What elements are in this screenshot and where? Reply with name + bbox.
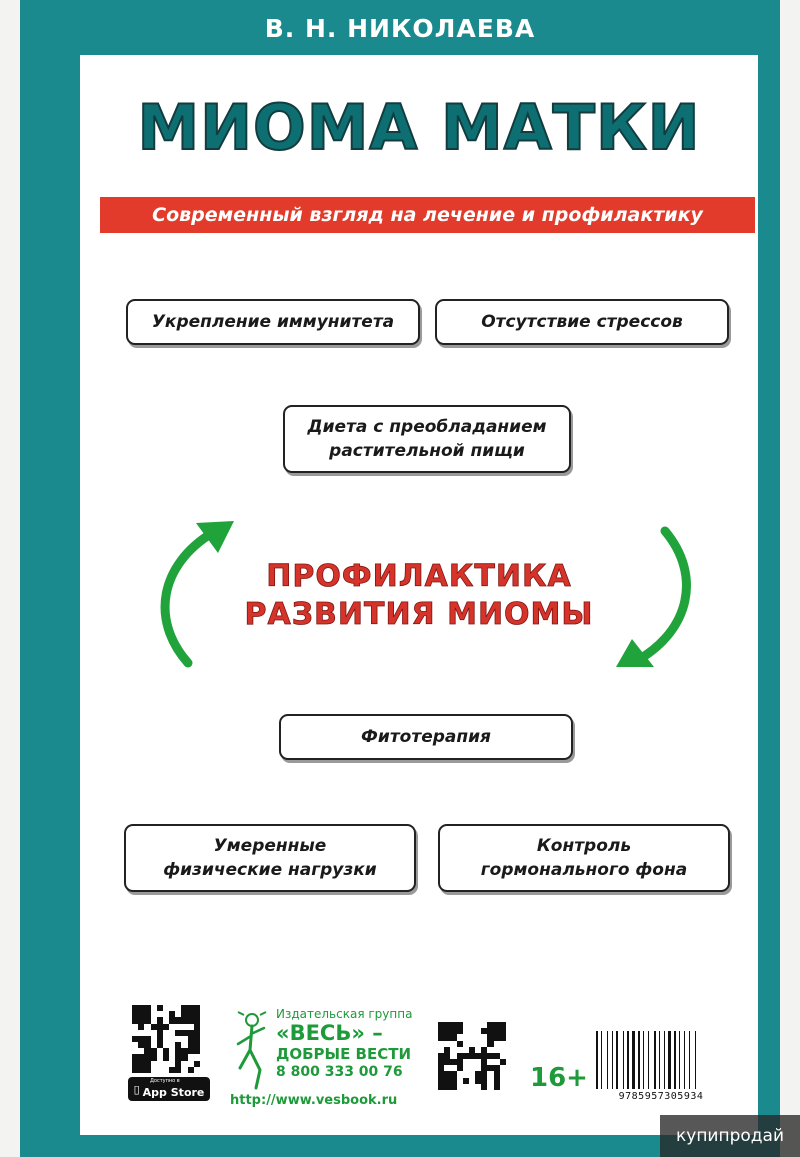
box-hormones — [438, 824, 730, 892]
arrow-up-left-head — [196, 521, 234, 553]
box-diet-line2: растительной пищи — [329, 441, 525, 461]
box-phytotherapy — [279, 714, 573, 760]
barcode — [596, 1031, 726, 1089]
box-no-stress — [435, 299, 729, 345]
subtitle-banner: Современный взгляд на лечение и профилактику — [100, 197, 755, 233]
box-no-stress-text: Отсутствие стрессов — [481, 312, 683, 332]
center-heading — [80, 558, 758, 634]
box-phytotherapy-text: Фитотерапия — [361, 727, 491, 747]
age-rating: 16+ — [530, 1063, 588, 1093]
publisher-phone: 8 800 333 00 76 — [276, 1064, 403, 1080]
app-store-small-text: Доступно в — [150, 1078, 180, 1084]
publisher-group: Издательская группа — [276, 1007, 413, 1021]
qr-code-app — [132, 1005, 200, 1073]
app-store-label: App Store — [142, 1085, 205, 1099]
box-immunity-text: Укрепление иммунитета — [151, 312, 395, 332]
publisher-block — [276, 1007, 426, 1081]
qr-code-publisher — [438, 1022, 506, 1090]
book-title: МИОМА МАТКИ — [137, 91, 701, 164]
app-store-badge — [128, 1077, 210, 1101]
cover-panel — [80, 55, 758, 1135]
box-exercise-line2: физические нагрузки — [163, 860, 377, 880]
center-heading-line2: РАЗВИТИЯ МИОМЫ — [244, 597, 594, 632]
box-exercise — [124, 824, 416, 892]
phone-icon: ▯ — [133, 1082, 140, 1096]
watermark-badge: купипродай — [660, 1115, 800, 1157]
publisher-name: «ВЕСЬ» – — [276, 1021, 383, 1045]
box-hormones-line2: гормонального фона — [480, 860, 688, 880]
box-diet — [283, 405, 571, 473]
isbn-number: 9785957305934 — [618, 1091, 704, 1102]
author-name: В. Н. НИКОЛАЕВА — [264, 14, 536, 43]
publisher-url: http://www.vesbook.ru — [230, 1093, 398, 1108]
arrow-down-right-head — [616, 639, 654, 667]
box-hormones-line1: Контроль — [536, 836, 632, 856]
box-immunity — [126, 299, 420, 345]
box-exercise-line1: Умеренные — [213, 836, 327, 856]
box-diet-line1: Диета с преобладанием — [307, 417, 547, 437]
hermes-logo-icon — [230, 1010, 272, 1092]
book-cover — [20, 0, 780, 1157]
center-heading-line1: ПРОФИЛАКТИКА — [266, 559, 572, 594]
publisher-slogan: ДОБРЫЕ ВЕСТИ — [276, 1045, 412, 1063]
